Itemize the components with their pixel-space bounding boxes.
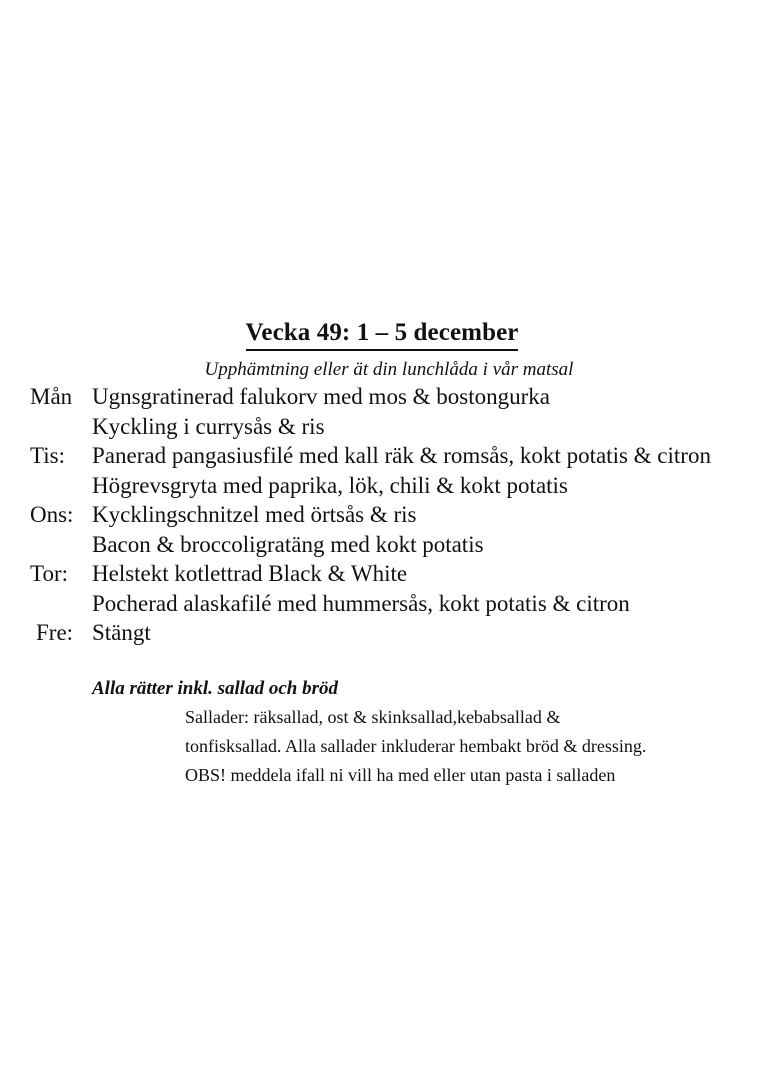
menu-dish-line: Ugnsgratinerad falukorv med mos & bostongurka Mån — [0, 382, 764, 412]
menu-day-group — [0, 618, 764, 648]
menu-day-label: Tor: — [30, 561, 68, 586]
menu-dish-line: Kyckling i currysås & ris — [92, 413, 325, 439]
menu-dish-line: Stängt Fre: — [0, 618, 764, 648]
menu-day-label: Tis: — [30, 443, 65, 468]
menu-day-group — [0, 559, 764, 618]
salad-note-block — [185, 703, 655, 790]
salad-note-text: Sallader: räksallad, ost & skinksallad,kebabsallad & tonfisksallad. Alla sallader inkluderar hembakt bröd & dressing. OBS! meddela ifall ni vill ha med eller utan pasta i salladen — [185, 707, 647, 785]
menu-dish-line: Bacon & broccoligratäng med kokt potatis — [92, 531, 484, 557]
page-subtitle: Upphämtning eller ät din lunchlåda i vår matsal — [204, 359, 574, 380]
document-heading — [0, 318, 764, 383]
menu-day-group — [0, 382, 764, 441]
menu-day-group — [0, 500, 764, 559]
menu-day-label: Ons: — [30, 502, 74, 527]
menu-dish-line: Högrevsgryta med paprika, lök, chili & kokt potatis — [92, 472, 568, 498]
menu-dish-line: Kycklingschnitzel med örtsås & ris Ons: — [0, 500, 764, 530]
page-title-text: Vecka 49: 1 – 5 december — [246, 318, 519, 351]
menu-dish-line: Panerad pangasiusfilé med kall räk & romsås, kokt potatis & citron Tis: — [0, 441, 764, 471]
page-title — [0, 318, 764, 351]
menu-day-label: Mån — [30, 384, 73, 409]
menu-day-label: Fre: — [36, 620, 74, 645]
menu-day-group — [0, 441, 764, 500]
menu-dish-line: Pocherad alaskafilé med hummersås, kokt potatis & citron — [92, 590, 630, 616]
menu-dish-line: Helstekt kotlettrad Black & White Tor: — [0, 559, 764, 589]
weekly-menu-list — [0, 382, 764, 648]
note-all-dishes-included: Alla rätter inkl. sallad och bröd — [92, 678, 338, 699]
